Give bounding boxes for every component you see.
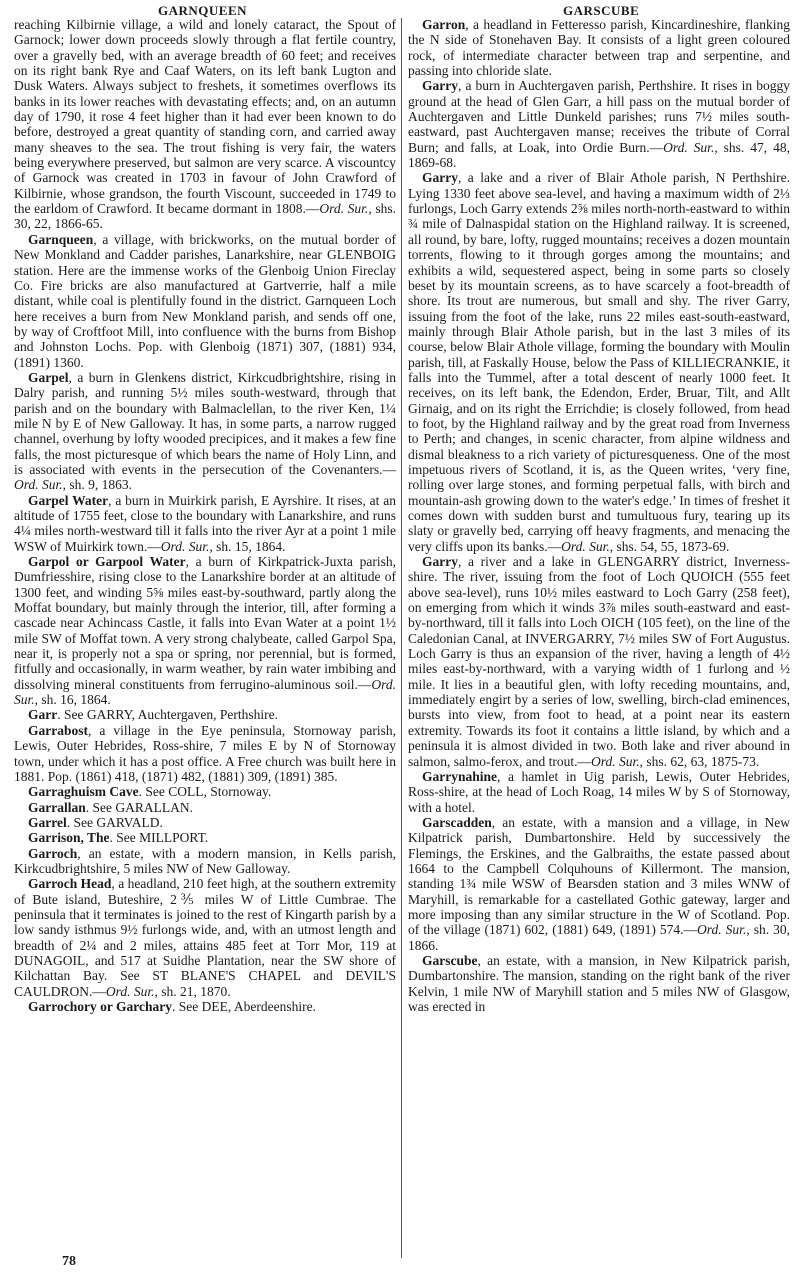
entry-text: . See COLL, Stornoway. [138, 784, 272, 800]
entry-ref: Ord. Sur. [14, 676, 396, 708]
gazetteer-entry [14, 846, 396, 877]
entry-tail: , sh. 16, 1864. [34, 692, 111, 708]
gazetteer-entry [14, 17, 396, 232]
entry-text: , a headland in Fetteresso parish, Kincardineshire, flanking the N side of Stonehaven Bay. It consists of a light green coloured rock, of intermediate character between trap and serpentine, and passing into chloride slate. [408, 17, 790, 79]
entry-head: Garr [28, 707, 58, 723]
entry-text: , an estate, with a mansion and a village, in New Kilpatrick parish, Dumbartonshire. Held by successively the Flemings, the Erskines, and the Galbraiths, the estate passed about 1664 to the Campbell Colquhouns of Killermont. The mansion, standing 1¾ mile WSW of Bearsden station and 3 miles WNW of Maryhill, is remarkable for a castellated Gothic gateway, larger and more imposing than any similar structure in the W of Scotland. Pop. of the village (1871) 602, (1881) 649, (1891) 574.— [408, 814, 790, 938]
entry-ref: Ord. Sur. [105, 983, 155, 999]
gazetteer-entry [14, 493, 396, 554]
entry-head: Garry [422, 554, 458, 570]
entry-text: , an estate, with a mansion, in New Kilpatrick parish, Dumbartonshire. The mansion, standing on the right bank of the river Kelvin, 1 mile NW of Maryhill station and 5 miles NW of Glasgow, was erected in [408, 952, 790, 1014]
entry-text: . See DEE, Aberdeenshire. [171, 999, 316, 1014]
entry-head: Garrochory or Garchary [28, 999, 172, 1014]
entry-text: , a headland, 210 feet high, at the southern extremity of Bute island, Buteshire, 2⅗ miles W of Little Cumbrae. The peninsula that it terminates is joined to the rest of Kingarth parish by a low sandy isthmus 9½ furlongs wide, and, with an utmost length and breadth of 2¼ and 2 miles, attains 485 feet at Torr Mor, 119 at DUNAGOIL, and 517 at Suidhe Plantation, near the SW shore of Kilchattan Bay. See ST BLANE'S CHAPEL and DEVIL'S CAULDRON.— [14, 876, 396, 999]
entry-head: Garscadden [422, 814, 492, 830]
entry-text: , a lake and a river of Blair Athole parish, N Perthshire. Lying 1330 feet above sea-level, and having a maximum width of 2⅓ furlongs, Loch Garry extends 2⅝ miles north-north-eastward to within ¾ mile of Dalnaspidal station on the Highland railway. It is screened, all round, by bare, lofty, rugged mountains; receives a dozen mountain torrents, flowing to it through gorges among the mountains; and exhibits a wild, sequestered aspect, being in some parts so closely beset by its mountain screens, as to have scarcely a foot-breadth of shore. Its trout are numerous, but small and shy. The river Garry, issuing from the foot of the lake, runs 22 miles east-south-eastward, mainly through Blair Athole parish, but in the last 3 miles of its course, below Blair Athole village, forming the boundary with Moulin parish, till, at Faskally House, below the Pass of KILLIECRANKIE, it falls into the Tummel, after a total descent of nearly 1000 feet. It receives, on its left bank, the Edendon, Erder, Bruar, Tilt, and Allt Girnaig, and on its right the Errichdie; is closely followed, from head to foot, by the Highland railway and by the great road from Inverness to Perth; and changes, in scenic character, from alpine wildness and dismal bleakness to a rich variety of picturesqueness. One of the most impetuous rivers of Scotland, it is, as the Queen writes, ‘very fine, rolling over large stones, and forming perpetual falls, with birch and mountain-ash growing down to the water's edge.’ In times of freshet it comes down with sudden burst and tumultuous fury, tearing up its slaty or gravelly bed, carrying off heavy fragments, and menacing the very cliffs upon its banks.— [408, 170, 790, 554]
entry-text: , a river and a lake in GLENGARRY district, Inverness-shire. The river, issuing from the foot of Loch QUOICH (555 feet above sea-level), runs 10½ miles eastward to Loch Garry (258 feet), on emerging from which it winds 3⅞ miles south-eastward and east-by-northward, till it falls into Loch OICH (105 feet), on the line of the Caledonian Canal, at INVERGARRY, 7½ miles SW of Fort Augustus. Loch Garry is thus an expansion of the river, having a length of 4½ miles east-by-northward, with a varying width of 1 furlong and ½ mile. It lies in a beautiful glen, with lofty receding mountains, and, immediately engirt by a series of low, swelling, birch-clad eminences, bursts into view, from foot to head, at a point near its eastern extremity. Towards its foot it contains a little island, by which and a peninsula it is almost divided in two. Both lake and river abound in salmon, salmo-ferox, and trout.— [408, 554, 790, 769]
entry-ref: Ord. Sur. [697, 922, 747, 938]
entry-tail: , shs. 30, 22, 1866-65. [14, 201, 397, 232]
entry-head: Garroch [28, 845, 78, 861]
gazetteer-entry [408, 554, 790, 769]
gazetteer-entry [14, 707, 396, 722]
entry-head: Garrabost [28, 722, 88, 738]
entry-head: Garrison, The [28, 830, 110, 846]
gazetteer-entry [14, 830, 396, 845]
entry-text: , a burn of Kirkpatrick-Juxta parish, Dumfriesshire, rising close to the Lanarkshire border at an altitude of 1300 feet, and winding 5⅝ miles east-by-southward, partly along the Moffat boundary, but mainly through the interior, till, after forming a cascade near Achincass Castle, it falls into Evan Water at a point 1½ mile SW of Moffat town. A very strong chalybeate, called Garpol Spa, near it, is properly not a spa or spring, nor perennial, but is formed, fitfully and occasionally, in warm weather, by rain water imbibing and dissolving mineral constituents from ferrugino-aluminous soil.— [14, 554, 396, 692]
gazetteer-entry [408, 953, 790, 1014]
entry-text: . See GARALLAN. [85, 799, 193, 815]
entry-head: Garpel [28, 369, 69, 385]
left-column [14, 17, 396, 1014]
gazetteer-entry [14, 370, 396, 493]
entry-text: , a burn in Auchtergaven parish, Perthshire. It rises in boggy ground at the head of Glen Garr, a hill pass on the mutual border of Auchtergaven and Little Dunkeld parishes; runs 7½ miles south-eastward, past Auchtergaven manse; receives the tribute of Corral Burn; and falls, at Loak, into Ordie Burn.— [408, 78, 790, 155]
entry-text: . See GARRY, Auchtergaven, Perthshire. [57, 707, 278, 723]
entry-head: Garpel Water [28, 492, 109, 508]
running-header-right: GARSCUBE [563, 3, 640, 18]
entry-ref: Ord. Sur. [14, 477, 63, 493]
entry-text: . See GARVALD. [66, 814, 163, 830]
entry-ref: Ord. Sur. [160, 538, 210, 554]
page-number: 78 [62, 1254, 76, 1269]
entry-tail: , sh. 9, 1863. [62, 477, 133, 493]
entry-head: Garrynahine [422, 768, 498, 784]
entry-text: reaching Kilbirnie village, a wild and lonely cataract, the Spout of Garnock; lower down proceeds slowly through a flat fertile country, over a gravelly bed, with an average breadth of 60 feet; and receives on its right bank Rye and Caaf Waters, on its left bank Lugton and Dusk Waters. Always subject to freshets, it sometimes overflows its banks in its lower reaches with devastating effects; and, on an autumn day of 1790, it rose 4 feet higher than it had ever been known to do before, destroyed a great quantity of standing corn, and carried away many sheaves to the sea. The trout fishing is very fair, the waters being everywhere preserved, but salmon are very scarce. A viscountcy of Garnock was created in 1703 in favour of John Crawford of Kilbirnie, whose grandson, the fourth Viscount, succeeded in 1749 to the earldom of Crawford. It became dormant in 1808.— [14, 17, 396, 217]
entry-text: , a hamlet in Uig parish, Lewis, Outer Hebrides, Ross-shire, at the head of Loch Roag, 14 miles W by S of Stornoway, with a hotel. [408, 768, 790, 815]
entry-head: Garnqueen [28, 231, 94, 247]
gazetteer-entry [14, 800, 396, 815]
column-divider [401, 18, 402, 1258]
entry-text: , an estate, with a modern mansion, in Kells parish, Kirkcudbrightshire, 5 miles NW of New Galloway. [14, 845, 396, 876]
entry-ref: Ord. Sur. [590, 753, 640, 769]
entry-text: , a village, with brickworks, on the mutual border of New Monkland and Cadder parishes, Lanarkshire, near GLENBOIG station. Here are the immense works of the Glenboig Union Fireclay Co. Fire bricks are also manufactured at Gartverrie, half a mile distant, while coal is plentifully found in the district. Garnqueen Loch here receives a burn from New Monkland parish, and sends off one, by way of Croftfoot Mill, into confluence with the burns from Bishop and Johnston Lochs. Pop. with Glenboig (1871) 307, (1881) 934, (1891) 1360. [14, 231, 396, 370]
entry-tail: , shs. 54, 55, 1873-69. [609, 538, 730, 554]
gazetteer-entry [408, 170, 790, 554]
gazetteer-entry [408, 815, 790, 953]
entry-tail: , sh. 21, 1870. [154, 983, 231, 999]
gazetteer-entry [14, 876, 396, 999]
entry-head: Garrallan [28, 799, 86, 815]
right-column [408, 17, 790, 1014]
entry-head: Garrel [28, 814, 67, 830]
entry-text: , a village in the Eye peninsula, Stornoway parish, Lewis, Outer Hebrides, Ross-shire, 7 miles E by N of Stornoway town, under which it has a post office. A Free church was built here in 1881. Pop. (1861) 418, (1871) 482, (1881) 309, (1891) 385. [14, 722, 396, 784]
entry-head: Garry [422, 170, 458, 186]
entry-head: Garraghuism Cave [28, 784, 139, 800]
entry-head: Garroch Head [28, 876, 112, 892]
entry-text: . See MILLPORT. [109, 830, 209, 846]
entry-tail: , sh. 30, 1866. [408, 922, 791, 953]
entry-ref: Ord. Sur. [319, 201, 369, 217]
entry-ref: Ord. Sur. [663, 139, 715, 155]
gazetteer-entry [408, 78, 790, 170]
gazetteer-entry [14, 232, 396, 370]
entry-head: Garscube [422, 952, 478, 968]
entry-ref: Ord. Sur. [561, 538, 610, 554]
gazetteer-entry [408, 17, 790, 78]
gazetteer-entry [408, 769, 790, 815]
gazetteer-entry [14, 554, 396, 707]
entry-tail: , sh. 15, 1864. [209, 538, 286, 554]
entry-head: Garpol or Garpool Water [28, 554, 186, 570]
gazetteer-entry [14, 723, 396, 784]
gazetteer-entry [14, 784, 396, 799]
entry-head: Garry [422, 78, 458, 94]
running-header-left: GARNQUEEN [158, 3, 248, 18]
entry-tail: , shs. 47, 48, 1869-68. [408, 139, 790, 171]
gazetteer-entry [14, 999, 396, 1014]
gazetteer-entry [14, 815, 396, 830]
entry-tail: , shs. 62, 63, 1875-73. [639, 753, 760, 769]
entry-text: , a burn in Muirkirk parish, E Ayrshire. It rises, at an altitude of 1755 feet, close to the boundary with Lanarkshire, and runs 4¼ miles north-westward till it falls into the river Ayr at a point 1 mile WSW of Muirkirk town.— [14, 492, 396, 554]
entry-head: Garron [422, 17, 466, 32]
entry-text: , a burn in Glenkens district, Kirkcudbrightshire, rising in Dalry parish, and running 5½ miles south-westward, through that parish and on the boundary with Balmaclellan, to the river Ken, 1¼ mile N by E of New Galloway. It has, in some parts, a narrow rugged channel, overhung by lofty wooded precipices, and it makes a few fine falls, the most picturesque of which bears the name of Holy Linn, and is associated with events in the persecution of the Covenanters.— [14, 369, 396, 477]
